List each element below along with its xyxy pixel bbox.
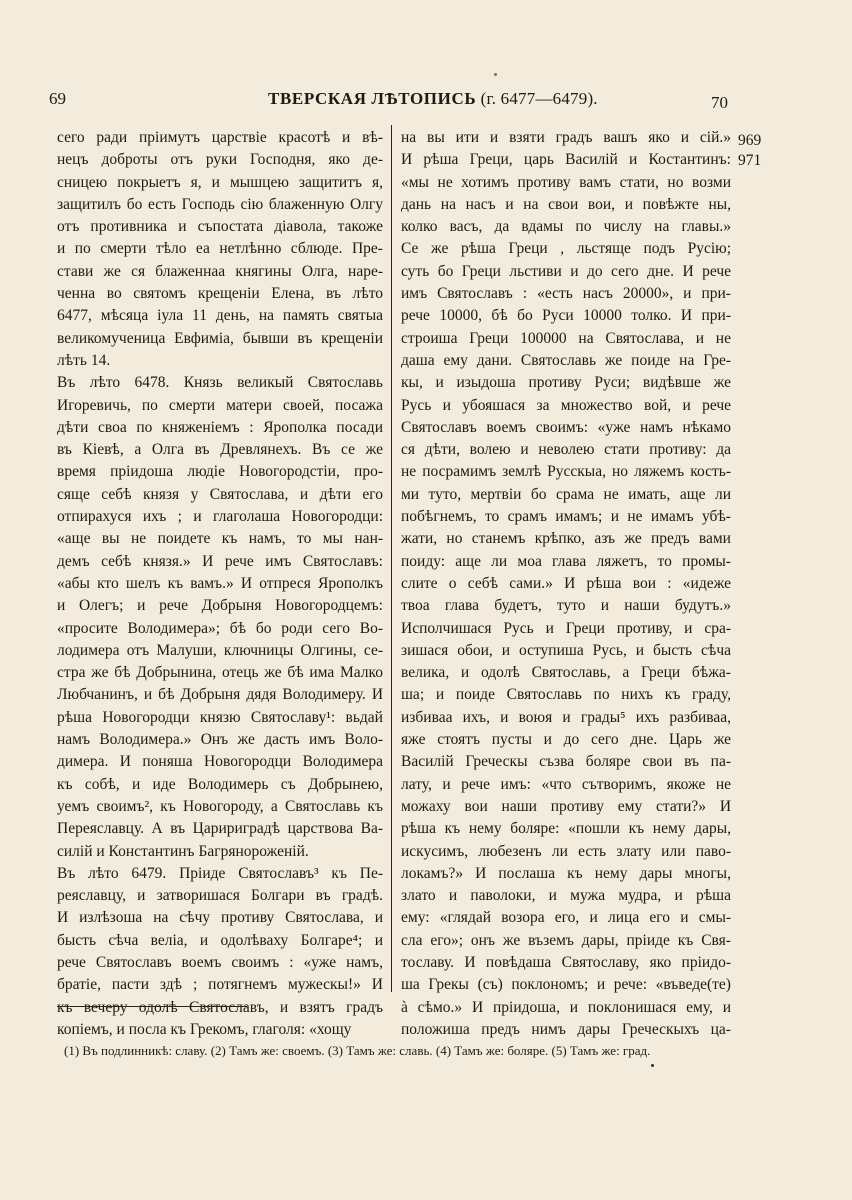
text-line: локамъ?» И послаша къ нему дары многы, bbox=[401, 864, 731, 882]
text-line: твоа глава будетъ, туто и наши будутъ.» bbox=[401, 597, 731, 615]
text-line: отъ противника и съпостата дiавола, такоже bbox=[57, 218, 383, 236]
chronicle-title: ТВЕРСКАЯ ЛѢТОПИСЬ bbox=[268, 89, 477, 108]
text-line: à сѣмо.» И прiидоша, и поклонишася ему, и bbox=[401, 998, 731, 1016]
text-line: «мы не хотимъ противу вамъ стати, но возми bbox=[401, 173, 731, 191]
text-line: велика, и одолѣ Святославь, а Греци бѣжа- bbox=[401, 664, 731, 682]
margin-year: 971 bbox=[738, 152, 762, 169]
text-line: Русь и убояшася за множество вой, и рече bbox=[401, 396, 731, 414]
text-line: «аще вы не поидете къ намъ, то мы нан- bbox=[57, 530, 383, 548]
text-line: сницею покрыетъ я, и мышцею защититъ я, bbox=[57, 173, 383, 191]
text-line: рѣша къ нему боляре: «пошли къ нему дары, bbox=[401, 820, 731, 838]
text-line: къ вечеру одолѣ Святославъ, и взятъ градъ bbox=[57, 998, 383, 1016]
text-line: стра же бѣ Добрынина, отець же бѣ има Малко bbox=[57, 664, 383, 682]
text-line: имъ Святославъ : «есть насъ 20000», и при- bbox=[401, 285, 731, 303]
text-line: ему: «глядай возора его, и лица его и смы- bbox=[401, 909, 731, 927]
text-line: побѣгнемъ, то срамъ имамъ; и не имамъ убѣ- bbox=[401, 508, 731, 526]
text-line: избиваа ихъ, и воюя и грады⁵ ихъ разбиваа, bbox=[401, 708, 731, 726]
text-line: ша; и поиде Святославь по нихъ къ граду, bbox=[401, 686, 731, 704]
text-line: злато и паволоки, и мужа мудра, и рѣша bbox=[401, 887, 731, 905]
text-line: тославу. И повѣдаша Святославу, яко прiидо- bbox=[401, 953, 731, 971]
paper-speck bbox=[494, 73, 497, 76]
text-line: лѣть 14. bbox=[57, 351, 111, 369]
text-line: И излѣзоша на сѣчу противу Святослава, и bbox=[57, 909, 383, 927]
text-line: ся дѣти, волею и неволею стати противу: да bbox=[401, 441, 731, 459]
column-divider bbox=[391, 125, 392, 992]
running-title bbox=[268, 89, 598, 109]
text-line: бысть сѣча велiа, и одолѣваху Болгаре⁴; и bbox=[57, 931, 383, 949]
text-line: Исполчишася Русь и Греци противу, и сра- bbox=[401, 619, 731, 637]
footnote-rule bbox=[57, 1006, 247, 1007]
text-line: строиша Греци 100000 на Святослава, и не bbox=[401, 329, 731, 347]
text-line: и Олегъ; и рече Добрыня Новогородцемъ: bbox=[57, 597, 383, 615]
text-line: рече Святославъ воемъ своимъ : «уже намъ, bbox=[57, 953, 383, 971]
text-line: «просите Володимера»; бѣ бо роди сего Во- bbox=[57, 619, 383, 637]
text-line: ша Грекы (съ) поклономъ; и рече: «въведе(те) bbox=[401, 976, 731, 994]
text-line: «абы кто шелъ къ вамъ.» И отпреся Ярополкъ bbox=[57, 574, 383, 592]
text-line: можаху вои наши противу ему стати?» И bbox=[401, 797, 731, 815]
text-line: Переяславцу. А въ Царириградѣ царствова Ва- bbox=[57, 820, 383, 838]
text-line: нецъ доброты отъ руки Господня, яко де- bbox=[57, 151, 383, 169]
text-line: и по смерти тѣло еа нетлѣнно сблюде. Пре- bbox=[57, 240, 383, 258]
text-line: кы, и изыдоша противу Руси; видѣвше же bbox=[401, 374, 731, 392]
page-number-right: 70 bbox=[711, 93, 728, 112]
text-line: Въ лѣто 6478. Князь великый Святославь bbox=[57, 374, 383, 392]
text-line: димера. И поняша Новогородци Володимера bbox=[57, 753, 383, 771]
year-range: (г. 6477—6479). bbox=[480, 89, 598, 108]
text-line: демъ себѣ князя.» И рече имъ Святославъ: bbox=[57, 552, 383, 570]
text-line: дѣти своа по княженiемъ : Ярополка посади bbox=[57, 418, 383, 436]
text-line: яже стоятъ пусты и до сего дне. Царь же bbox=[401, 731, 731, 749]
text-line: лодимера отъ Малуши, ключницы Олгины, се- bbox=[57, 641, 383, 659]
text-line: Любчанинъ, и бѣ Добрыня дядя Володимеру. И bbox=[57, 686, 383, 704]
text-line: на вы ити и взяти градъ вашъ яко и сiй.» bbox=[401, 129, 731, 146]
ink-dot bbox=[651, 1064, 654, 1067]
text-line: искусимъ, любезенъ ли есть злату или паво- bbox=[401, 842, 731, 860]
text-line: даша ему дани. Святославь же поиде на Гре- bbox=[401, 351, 731, 369]
text-line: дань на насъ и на свои вои, и повѣжте ны, bbox=[401, 195, 731, 213]
text-line: жати, но станемъ крѣпко, азъ же предъ вами bbox=[401, 530, 731, 548]
margin-year: 969 bbox=[738, 132, 762, 149]
text-line: Василiй Греческы съзва боляре свои въ па- bbox=[401, 753, 731, 771]
text-line: рече 10000, бѣ бо Руси 10000 толко. И при- bbox=[401, 307, 731, 325]
text-line: 6477, мѣсяца iула 11 день, на память святыа bbox=[57, 307, 383, 325]
left-text-column bbox=[57, 127, 383, 1041]
text-line: ченна во святомъ крещенiи Елена, въ лѣто bbox=[57, 285, 383, 303]
text-line: великомученица Евфимiа, бывши въ крещенiи bbox=[57, 329, 383, 347]
footnotes: (1) Въ подлинникѣ: славу. (2) Тамъ же: своемъ. (3) Тамъ же: славь. (4) Тамъ же: боляре. (5) Тамъ же: град. bbox=[64, 1043, 651, 1058]
text-line: сла его»; онъ же въземъ дары, прiиде къ Свя- bbox=[401, 931, 731, 949]
text-line: въ Кiевѣ, а Олга въ Древлянехъ. Въ се же bbox=[57, 441, 383, 459]
text-line: силiй и Константинъ Багрянороженiй. bbox=[57, 842, 309, 860]
text-line: поиду: аще ли моа глава ляжетъ, то промы- bbox=[401, 552, 731, 570]
text-line: ми туто, мертвiи бо срама не имать, аще ли bbox=[401, 485, 731, 503]
text-line: Игоревичь, по смерти матери своей, посажа bbox=[57, 396, 383, 414]
text-line: не посрамимъ землѣ Русскыа, но ляжемъ кость- bbox=[401, 463, 731, 481]
right-text-column bbox=[401, 127, 731, 1041]
text-line: колко васъ, да вдамы по числу на главы.» bbox=[401, 218, 731, 236]
text-line: сего ради прiимутъ царствiе красотѣ и вѣ- bbox=[57, 129, 383, 146]
text-line: Се же рѣша Греци , льстяще подъ Русiю; bbox=[401, 240, 731, 258]
text-line: Въ лѣто 6479. Прiиде Святославъ³ къ Пе- bbox=[57, 864, 383, 882]
text-line: рѣша Новогородци князю Святославу¹: вьдай bbox=[57, 708, 383, 726]
text-line: отпирахуся ихъ ; и глаголаша Новогородци: bbox=[57, 508, 383, 526]
text-line: суть бо Греци льстиви и до сего дне. И рече bbox=[401, 262, 731, 280]
text-line: уемъ своимъ², къ Новогороду, а Святославь къ bbox=[57, 797, 383, 815]
text-line: положиша предъ нимъ дары Греческыхъ ца- bbox=[401, 1020, 731, 1038]
page-number-left: 69 bbox=[49, 89, 66, 108]
text-line: И рѣша Греци, царь Василiй и Костантинъ: bbox=[401, 151, 731, 169]
text-line: Святославъ воемъ своимъ: «уже намъ нѣкамо bbox=[401, 418, 731, 436]
text-line: зишася обои, и оступиша Русь, и бысть сѣча bbox=[401, 641, 731, 659]
text-line: защитилъ бо есть Господь сiю блаженную Олгу bbox=[57, 195, 383, 213]
text-line: реяславцу, и затворишася Болгари въ градѣ. bbox=[57, 887, 383, 905]
text-line: копiемъ, и посла къ Грекомъ, глаголя: «хощу bbox=[57, 1020, 352, 1038]
text-line: къ собѣ, и иде Володимерь съ Добрынею, bbox=[57, 775, 383, 793]
text-line: братiе, пасти здѣ ; потягнемъ мужескы!» И bbox=[57, 976, 383, 994]
text-line: время прiидоша людiе Новогородстiи, про- bbox=[57, 463, 383, 481]
text-line: намъ Володимера.» Онъ же дасть имъ Воло- bbox=[57, 731, 383, 749]
text-line: стави же ся блаженнаа княгины Олга, наре- bbox=[57, 262, 383, 280]
text-line: лату, и рече имъ: «что сътворимъ, якоже не bbox=[401, 775, 731, 793]
text-line: слите о себѣ сами.» И рѣша вои : «идеже bbox=[401, 574, 731, 592]
text-line: сяще себѣ князя у Святослава, и дѣти его bbox=[57, 485, 383, 503]
